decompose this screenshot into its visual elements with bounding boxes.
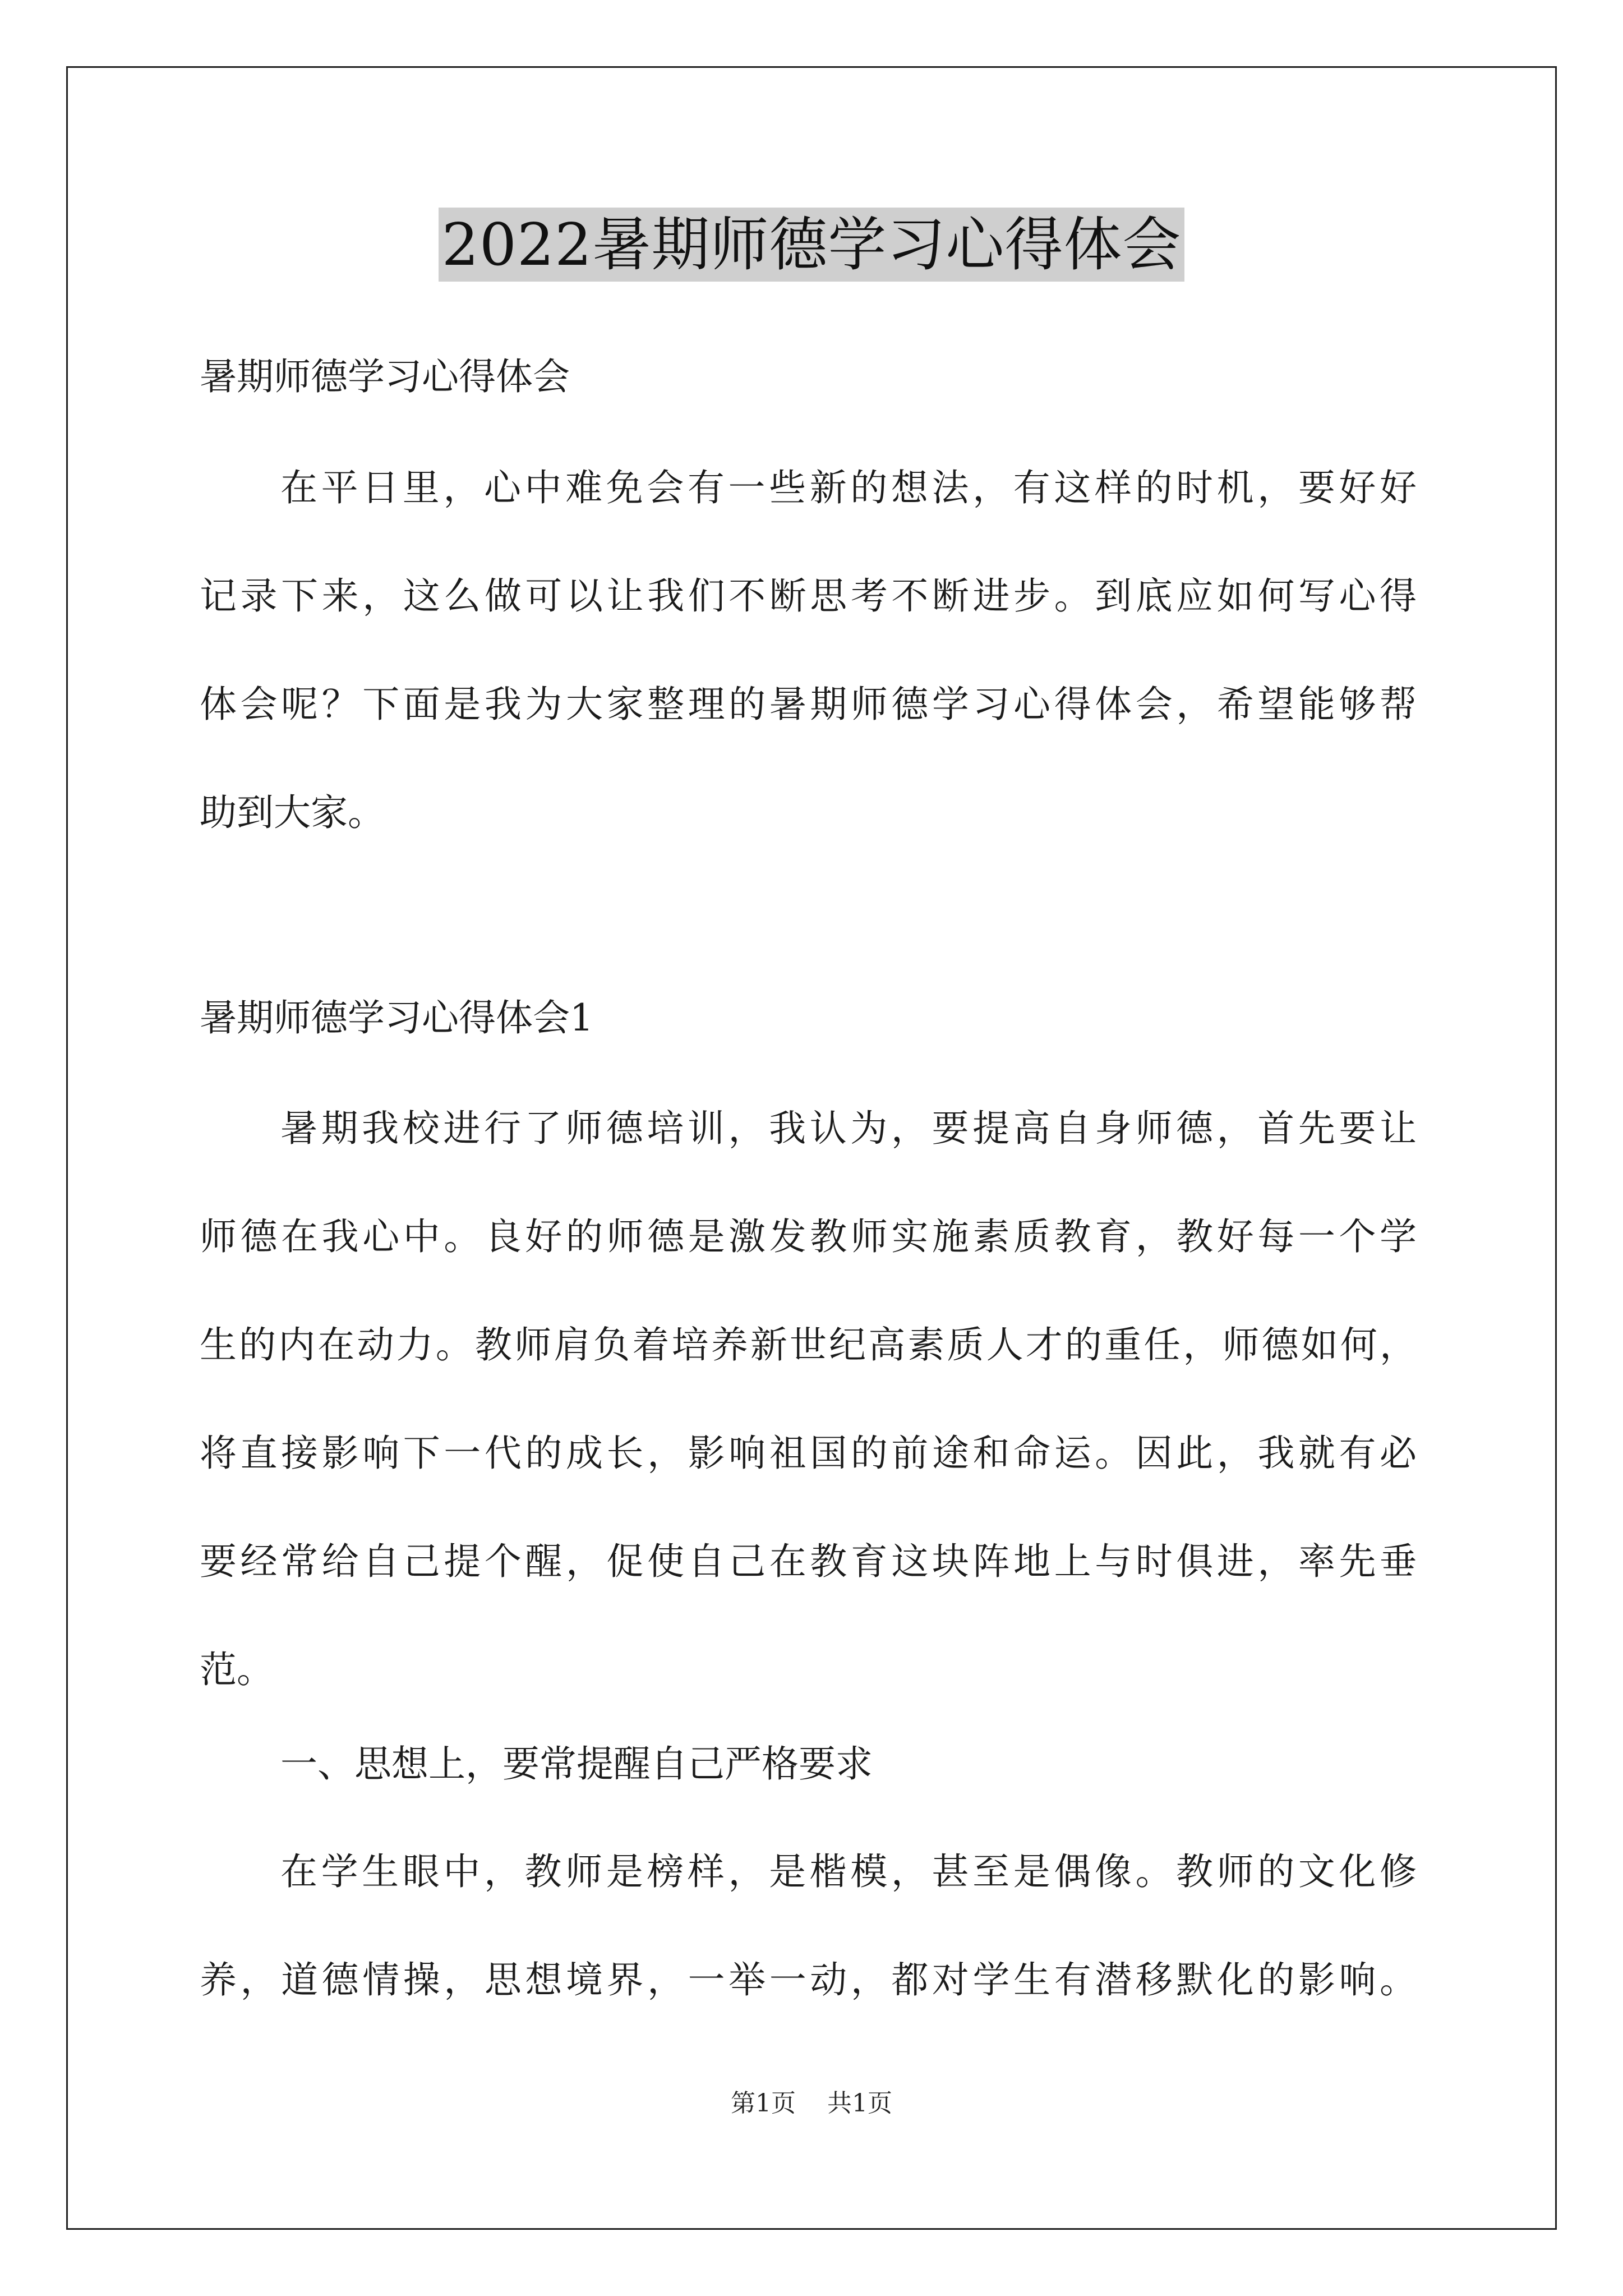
- intro-line-3: 体会呢？下面是我为大家整理的暑期师德学习心得体会，希望能够帮: [200, 683, 1417, 726]
- section1-line-6: 范。: [200, 1648, 274, 1691]
- section1-line-2: 师德在我心中。良好的师德是激发教师实施素质教育，教好每一个学: [200, 1215, 1417, 1258]
- page-number: 第1页: [731, 2089, 796, 2118]
- section1-line-3: 生的内在动力。教师肩负着培养新世纪高素质人才的重任，师德如何，: [200, 1323, 1417, 1366]
- point1-line-1: 在学生眼中，教师是榜样，是楷模，甚至是偶像。教师的文化修: [280, 1850, 1417, 1893]
- intro-line-1: 在平日里，心中难免会有一些新的想法，有这样的时机，要好好: [280, 466, 1417, 509]
- title-container: [0, 208, 1623, 282]
- section1-heading: 暑期师德学习心得体会1: [200, 996, 593, 1039]
- point1-line-2: 养，道德情操，思想境界，一举一动，都对学生有潜移默化的影响。: [200, 1958, 1417, 2001]
- point1-heading: 一、思想上，要常提醒自己严格要求: [280, 1742, 873, 1786]
- document-title: 2022暑期师德学习心得体会: [439, 208, 1185, 282]
- section1-line-1: 暑期我校进行了师德培训，我认为，要提高自身师德，首先要让: [280, 1107, 1417, 1150]
- page-total: 共1页: [827, 2089, 892, 2118]
- intro-line-4: 助到大家。: [200, 791, 385, 834]
- document-subtitle: 暑期师德学习心得体会: [200, 355, 570, 398]
- section1-line-5: 要经常给自己提个醒，促使自己在教育这块阵地上与时俱进，率先垂: [200, 1540, 1417, 1583]
- intro-line-2: 记录下来，这么做可以让我们不断思考不断进步。到底应如何写心得: [200, 574, 1417, 618]
- section1-line-4: 将直接影响下一代的成长，影响祖国的前途和命运。因此，我就有必: [200, 1432, 1417, 1475]
- page-footer: [0, 2088, 1623, 2119]
